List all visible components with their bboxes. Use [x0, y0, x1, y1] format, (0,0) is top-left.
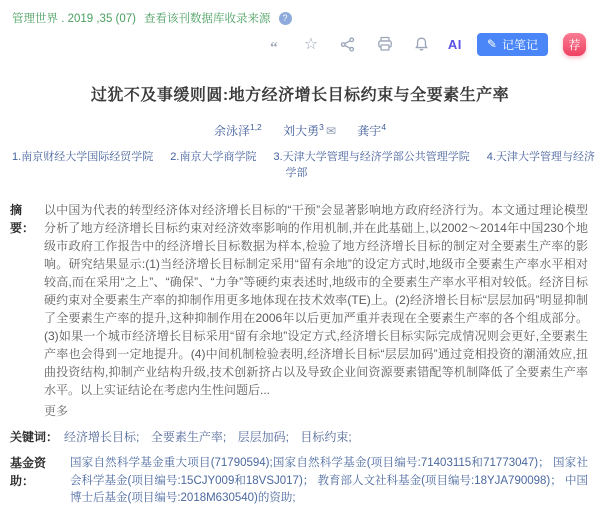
keyword-link[interactable]: 目标约束; — [300, 430, 352, 444]
author-link[interactable]: 刘大勇$^3$ ✉ — [283, 122, 336, 138]
author-list — [0, 122, 600, 139]
affiliation-link[interactable]: 4.天津大学管理与经济学部 — [285, 151, 595, 179]
keyword-link[interactable]: 经济增长目标; — [64, 430, 140, 444]
funding-section — [0, 455, 600, 508]
funding-label: 基金资助： — [10, 456, 47, 488]
ai-assistant-button[interactable]: AI — [447, 36, 462, 52]
alert-bell-icon[interactable] — [411, 33, 433, 55]
cite-icon[interactable]: “ — [270, 40, 278, 56]
journal-issue-link[interactable]: 管理世界 . 2019 ,35 (07) — [12, 13, 136, 25]
affiliation-link[interactable]: 3.天津大学管理与经济学部公共管理学院 — [273, 151, 470, 163]
database-source-link[interactable]: 查看该刊数据库收录来源 — [144, 13, 271, 25]
keyword-link[interactable]: 全要素生产率; — [150, 430, 227, 444]
favorite-star-icon[interactable]: ☆ — [303, 36, 319, 53]
recommend-badge[interactable]: 荐 — [563, 33, 586, 56]
abstract-section — [0, 201, 600, 399]
share-icon[interactable] — [337, 33, 359, 55]
affiliation-list — [0, 148, 600, 180]
pencil-icon: ✎ — [486, 37, 497, 51]
article-title: 过犹不及事缓则圆:地方经济增长目标约束与全要素生产率 — [90, 87, 510, 104]
journal-bar — [0, 0, 600, 26]
author-link[interactable]: 龚宇$^4$ — [357, 122, 387, 138]
corresponding-author-email-icon: ✉ — [325, 124, 336, 138]
author-link[interactable]: 余泳泽$^{1,2}$ — [213, 122, 262, 138]
abstract-label: 摘要： — [10, 203, 35, 235]
print-icon[interactable] — [374, 33, 396, 55]
abstract-text: 以中国为代表的转型经济体对经济增长目标的“干预”会显著影响地方政府经济行为。本文通过理论模型分析了地方经济增长目标约束对经济效率影响的作用机制,并在此基础上,以2002～2014年中国230个地级市政府工作报告中的经济增长目标数据为样本,检验了地方经济增长目标的制定对全要素生产率的影响。研究结果显示:(1)当经济增长目标制定采用“留有余地”的设定方式时,地级市全要素生产率水平相对较高,而在采用“之上”、“确保”、“力争”等硬约束表述时,地级市的全要素生产率水平相对较低。经济目标硬约束对全要素生产率的抑制作用更多地体现在技术效率(TE)上。(2)经济增长目标“层层加码”明显抑制了全要素生产率的提升,这种抑制作用在2006年以后更加严重并表现在全要素生产率的各个组成部分。(3)如果一个城市经济增长目标采用“留有余地”设定方式,经济增长目标实际完成情况则会更好,全要素生产率也会得到一定地提升。(4)中间机制检验表明,经济增长目标“层层加码”通过竞相投资的潮涌效应,扭曲投资结构,抑制产业结构升级,技术创新挤占以及导致企业间资源要素错配等机制降低了全要素生产率水平。以上实证结论在考虑内生性问题后... — [44, 203, 588, 397]
action-toolbar — [0, 32, 600, 56]
keywords-label: 关键词： — [10, 430, 59, 444]
take-note-button[interactable] — [477, 33, 548, 56]
show-more-link[interactable]: 更多 — [44, 404, 69, 418]
funding-text[interactable]: 国家自然科学基金重大项目(71790594);国家自然科学基金(项目编号:71403115和71773047)； 国家社会科学基金(项目编号:15CJY009和18VSJ017)； 教育部人文社科基金(项目编号:18YJA790098)； 中国博士后基金(项目编号:2018M630540)的资助; — [70, 457, 588, 504]
take-note-label: 记笔记 — [501, 37, 538, 52]
affiliation-link[interactable]: 1.南京财经大学国际经贸学院 — [12, 151, 154, 163]
help-icon[interactable]: ? — [279, 12, 292, 25]
keywords-section — [0, 428, 600, 446]
affiliation-link[interactable]: 2.南京大学商学院 — [170, 151, 257, 163]
keyword-link[interactable]: 层层加码; — [237, 430, 289, 444]
